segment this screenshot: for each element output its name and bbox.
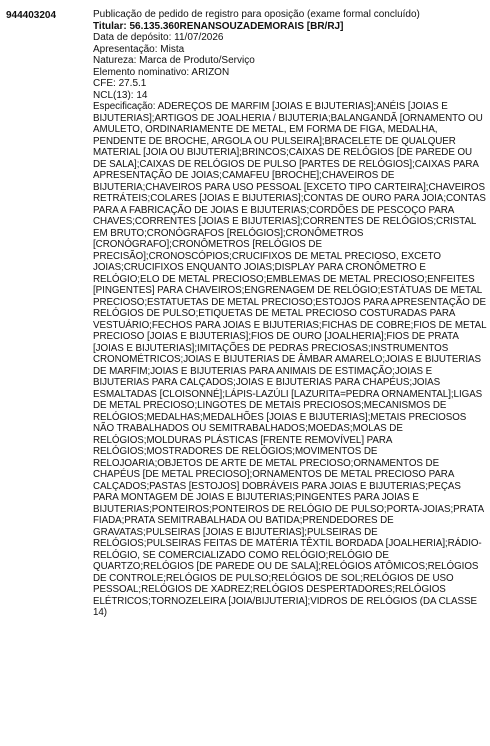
nominative-element-label: Elemento nominativo:: [93, 66, 190, 78]
titular-line: [93, 21, 488, 33]
cfe-label: CFE:: [93, 78, 116, 89]
nominative-element-line: [93, 67, 488, 79]
nature-label: Natureza:: [93, 55, 137, 66]
nominative-element-value: ARIZON: [191, 66, 230, 78]
specification-value: ADEREÇOS DE MARFIM [JOIAS E BIJUTERIAS];ANÉIS [JOIAS E BIJUTERIAS];ARTIGOS DE JOALHERIA / BIJUTERIA;BALANGANDÃ [ORNAMENTO OU AMULETO, ORDINARIAMENTE DE METAL, EM FORMA DE FIGA, MEDALHA, PENDENTE DE BROCHE, ARGOLA OU PULSEIRA];BRACELETE DE QUALQUER MATERIAL [JOIA OU BIJUTERIA];BRINCOS;CAIXAS DE RELÓGIOS [DE PAREDE OU DE SALA];CAIXAS DE RELÓGIOS DE PULSO [PARTES DE RELÓGIOS];CAIXAS PARA APRESENTAÇÃO DE JOIAS;CAMAFEU [BROCHE];CHAVEIROS DE BIJUTERIA;CHAVEIROS PARA USO PESSOAL [EXCETO TIPO CARTEIRA];CHAVEIROS RETRÁTEIS;COLARES [JOIAS E BIJUTERIAS];CONTAS DE OURO PARA JOIA;CONTAS PARA A FABRICAÇÃO DE JOIAS E BIJUTERIAS;CORDÕES DE PESCOÇO PARA CHAVES;CORRENTES [JOIAS E BIJUTERIAS];CORRENTES DE RELÓGIOS;CRISTAL EM BRUTO;CRONÓGRAFOS [RELÓGIOS];CRONÔMETROS [CRONÓGRAFO];CRONÔMETROS [RELÓGIOS DE PRECISÃO];CRONOSCÓPIOS;CRUCIFIXOS DE METAL PRECIOSO, EXCETO JOIAS;CRUCIFIXOS ENQUANTO JOIAS;DISPLAY PARA CRONÔMETRO E RELÓGIO;ELO DE METAL PRECIOSO;EMBLEMAS DE METAL PRECIOSO;ENFEITES [PINGENTES] PARA CHAVEIROS;ENGRENAGEM DE RELÓGIO;ESTÁTUAS DE METAL PRECIOSO;ESTATUETAS DE METAL PRECIOSO;ESTOJOS PARA APRESENTAÇÃO DE RELÓGIOS DE PULSO;ETIQUETAS DE METAL PRECIOSO COSTURADAS PARA VESTUÁRIO;FECHOS PARA JOIAS E BIJUTERIAS;FICHAS DE COBRE;FIOS DE METAL PRECIOSO [JOIAS E BIJUTERIAS];FIOS DE OURO [JOALHERIA];FIOS DE PRATA [JOIAS E BIJUTERIAS];IMITAÇÕES DE PEDRAS PRECIOSAS;INSTRUMENTOS CRONOMÉTRICOS;JOIAS E BIJUTERIAS DE ÂMBAR AMARELO;JOIAS E BIJUTERIAS DE MARFIM;JOIAS E BIJUTERIAS PARA ANIMAIS DE ESTIMAÇÃO;JOIAS E BIJUTERIAS PARA CALÇADOS;JOIAS E BIJUTERIAS PARA CHAPÉUS;JOIAS ESMALTADAS [CLOISONNÉ];LÁPIS-LAZÚLI [LAZURITA=PEDRA ORNAMENTAL];LIGAS DE METAL PRECIOSO;LINGOTES DE METAIS PRECIOSOS;MECANISMOS DE RELÓGIOS;MEDALHAS;MEDALHÕES [JOIAS E BIJUTERIAS];METAIS PRECIOSOS NÃO TRABALHADOS OU SEMITRABALHADOS;MOEDAS;MOLAS DE RELÓGIOS;MOLDURAS PLÁSTICAS [FRENTE REMOVÍVEL] PARA RELÓGIOS;MOSTRADORES DE RELÓGIOS;MOVIMENTOS DE RELOJOARIA;OBJETOS DE ARTE DE METAL PRECIOSO;ORNAMENTOS DE CHAPÉUS [DE METAL PRECIOSO];ORNAMENTOS DE METAL PRECIOSO PARA CALÇADOS;PASTAS [ESTOJOS] DOBRÁVEIS PARA JOIAS E BIJUTERIAS;PEÇAS PARA MONTAGEM DE JOIAS E BIJUTERIAS;PINGENTES PARA JOIAS E BIJUTERIAS;PONTEIROS;PONTEIROS DE RELÓGIO DE PULSO;PORTA-JOIAS;PRATA FIADA;PRATA SEMITRABALHADA OU BATIDA;PRENDEDORES DE GRAVATAS;PULSEIRAS [JOIAS E BIJUTERIAS];PULSEIRAS DE RELÓGIOS;PULSEIRAS FEITAS DE MATÉRIA TÊXTIL BORDADA [JOALHERIA];RÁDIO-RELÓGIO, SE COMERCIALIZADO COMO RELÓGIO;RELÓGIO DE QUARTZO;RELÓGIOS [DE PAREDE OU DE SALA];RELÓGIOS ATÔMICOS;RELÓGIOS DE CONTROLE;RELÓGIOS DE PULSO;RELÓGIOS DE SOL;RELÓGIOS DE USO PESSOAL;RELÓGIOS DE XADREZ;RELÓGIOS DESPERTADORES;RELÓGIOS ELÉTRICOS;TORNOZELEIRA [JOIA/BIJUTERIA];VIDROS DE RELÓGIOS (DA CLASSE 14): [93, 101, 487, 618]
ncl-line: [93, 90, 488, 102]
presentation-label: Apresentação:: [93, 43, 158, 55]
nature-line: [93, 55, 488, 67]
ncl-value: 14: [136, 89, 148, 101]
process-number: 944403204: [6, 10, 57, 21]
specification-label: Especificação:: [93, 101, 156, 112]
cfe-value: 27.5.1: [118, 78, 147, 89]
deposit-date-line: [93, 32, 488, 44]
presentation-value: Mista: [160, 43, 185, 55]
specification: [93, 101, 488, 619]
deposit-date-value: 11/07/2026: [174, 32, 224, 43]
presentation-line: [93, 44, 488, 56]
publication-status: Publicação de pedido de registro para oposição (exame formal concluído): [93, 9, 420, 20]
record-details: [93, 9, 488, 619]
ncl-label: NCL(13):: [93, 89, 134, 101]
deposit-date-label: Data de depósito:: [93, 32, 172, 43]
nature-value: Marca de Produto/Serviço: [139, 55, 255, 66]
cfe-line: [93, 78, 488, 90]
titular-value: 56.135.360RENANSOUZADEMORAIS [BR/RJ]: [129, 20, 344, 32]
titular-label: Titular:: [93, 20, 127, 32]
